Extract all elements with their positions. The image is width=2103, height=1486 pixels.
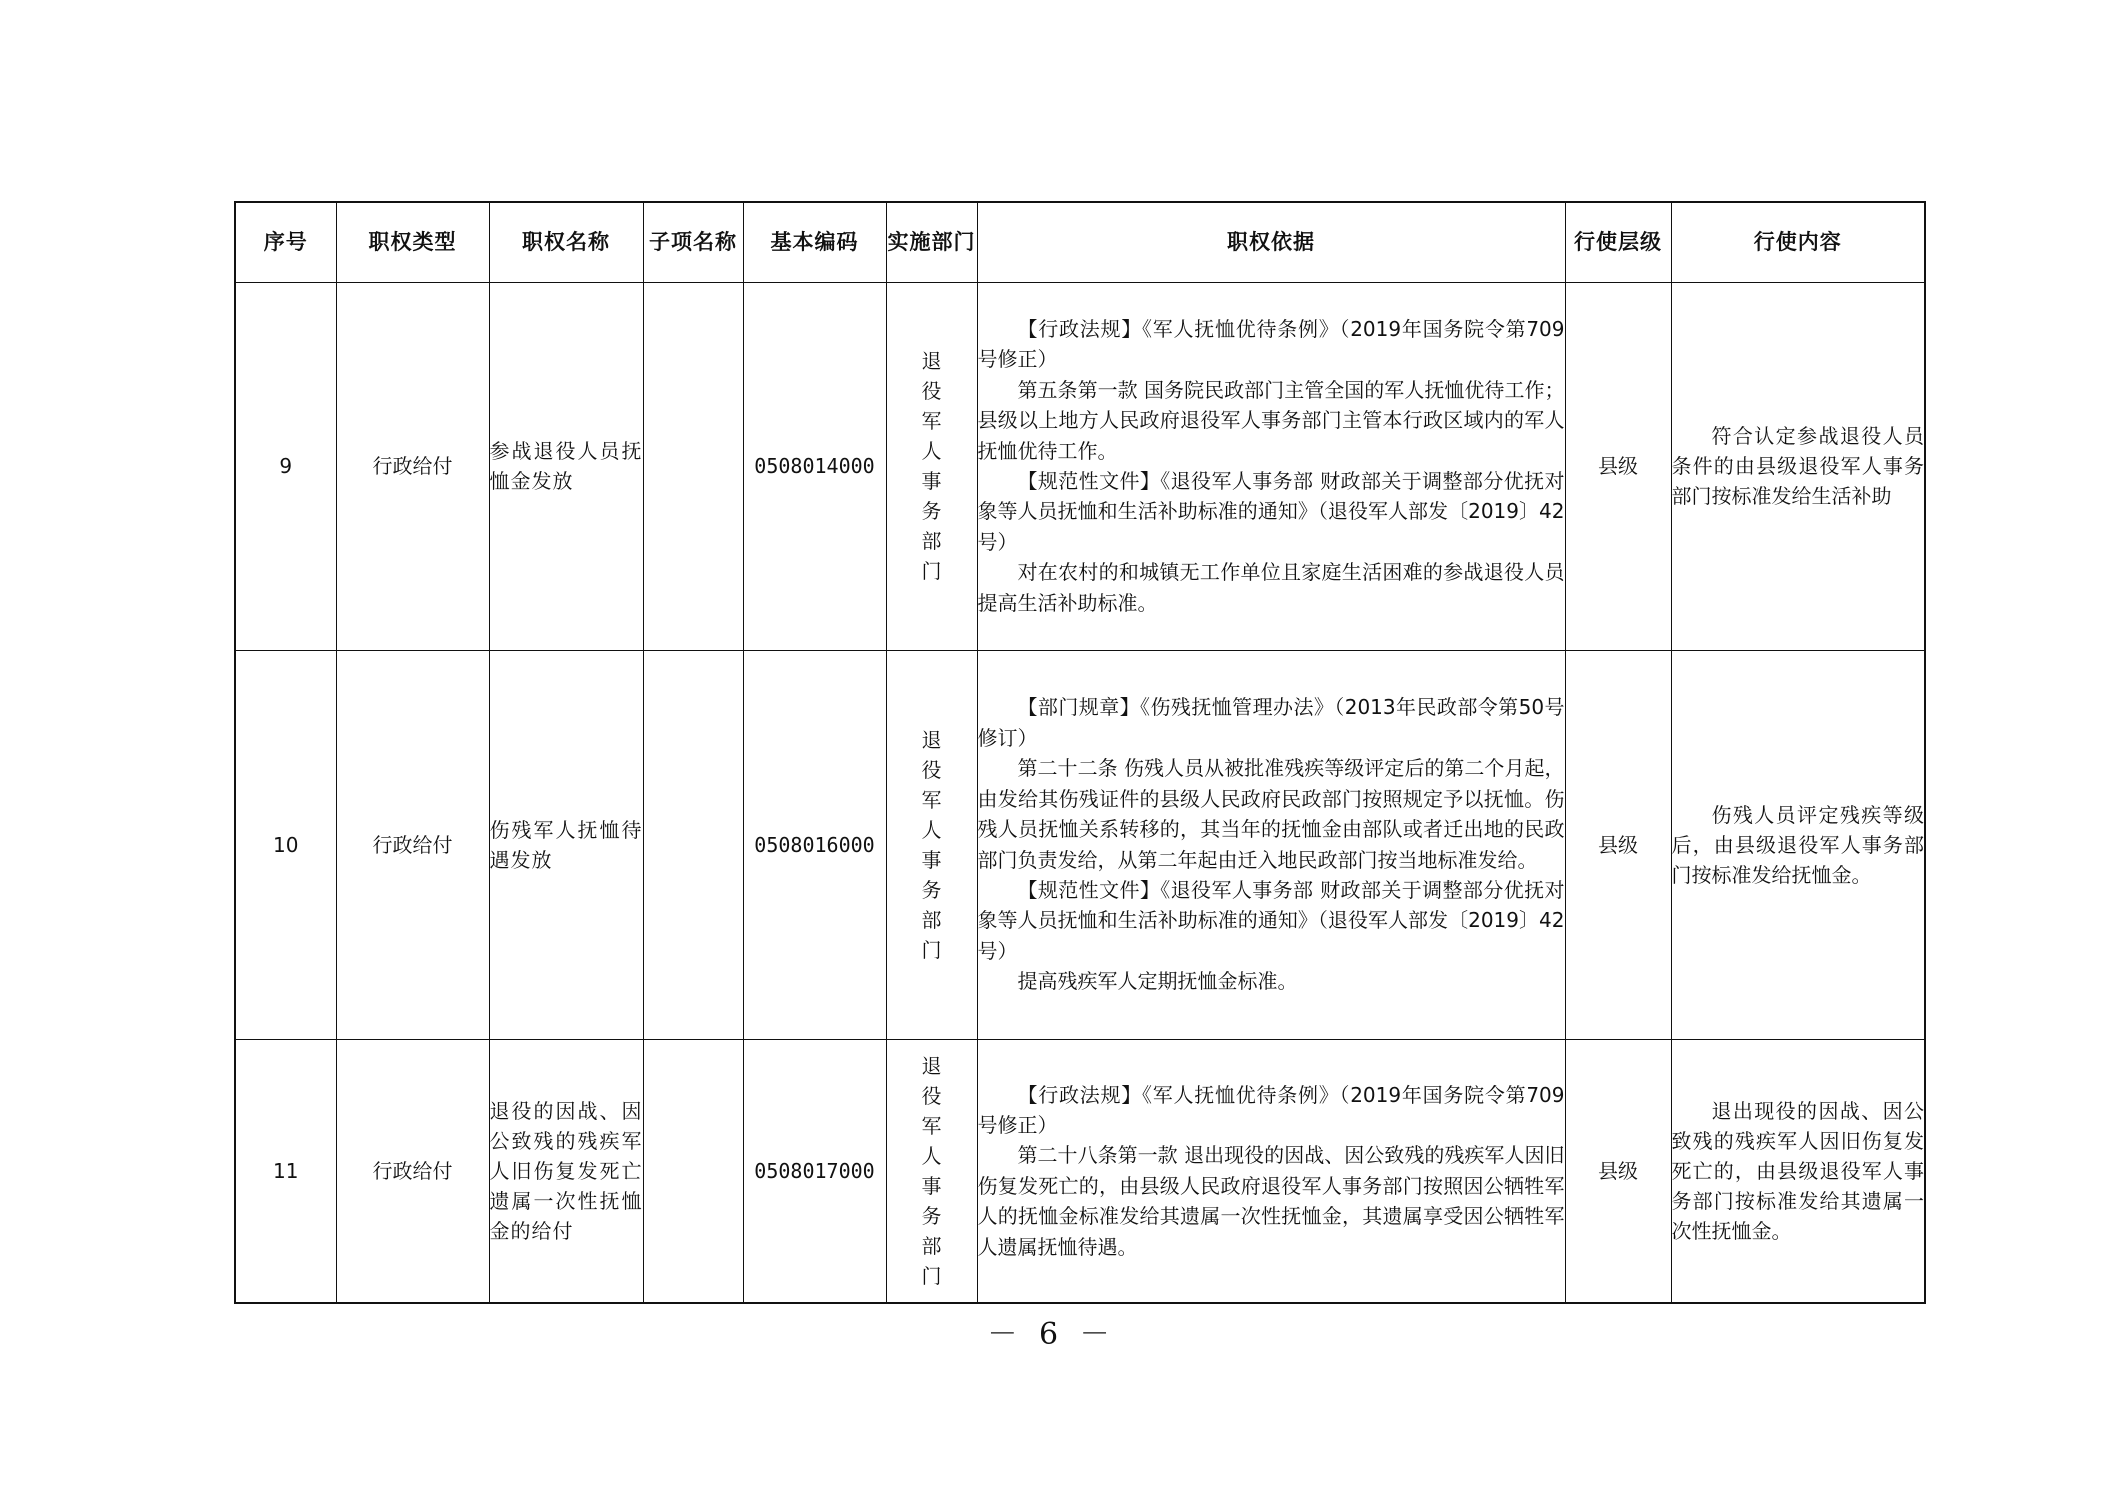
header-content: 行使内容: [1671, 202, 1925, 282]
power-name-cell: 参战退役人员抚恤金发放: [489, 282, 643, 650]
powers-table: [234, 201, 1926, 1304]
table-row: [235, 1039, 1925, 1303]
basis-cell: [977, 1039, 1565, 1303]
base-code-cell: 0508014000: [743, 282, 886, 650]
basis-paragraph: 【行政法规】《军人抚恤优待条例》（2019年国务院令第709号修正）: [977, 1082, 1565, 1137]
content-cell: [1671, 1039, 1925, 1303]
header-power-type: 职权类型: [336, 202, 489, 282]
sub-item-cell: [643, 282, 743, 650]
header-level: 行使层级: [1565, 202, 1671, 282]
content-text: 退出现役的因战、因公致残的残疾军人因旧伤复发死亡的，由县级退役军人事务部门按标准发给其遗属一次性抚恤金。: [1671, 1098, 1924, 1243]
department-cell: [886, 282, 977, 650]
basis-paragraph: 对在农村的和城镇无工作单位且家庭生活困难的参战退役人员提高生活补助标准。: [977, 560, 1565, 615]
content-text: 符合认定参战退役人员条件的由县级退役军人事务部门按标准发给生活补助: [1671, 424, 1924, 508]
basis-paragraph: 【规范性文件】《退役军人事务部 财政部关于调整部分优抚对象等人员抚恤和生活补助标准的通知》（退役军人部发〔2019〕42号）: [977, 469, 1565, 554]
serial-cell: 9: [235, 282, 336, 650]
header-sub-item: 子项名称: [643, 202, 743, 282]
department-cell: [886, 650, 977, 1039]
serial-cell: 10: [235, 650, 336, 1039]
header-serial: 序号: [235, 202, 336, 282]
level-cell: 县级: [1565, 1039, 1671, 1303]
sub-item-cell: [643, 650, 743, 1039]
sub-item-cell: [643, 1039, 743, 1303]
basis-paragraph: 提高残疾军人定期抚恤金标准。: [1017, 969, 1298, 994]
department-text: 退役军人事务部门: [921, 727, 942, 962]
department-cell: [886, 1039, 977, 1303]
base-code-cell: 0508017000: [743, 1039, 886, 1303]
content-cell: [1671, 650, 1925, 1039]
basis-paragraph: 【行政法规】《军人抚恤优待条例》（2019年国务院令第709号修正）: [977, 316, 1565, 372]
header-base-code: 基本编码: [743, 202, 886, 282]
base-code-cell: 0508016000: [743, 650, 886, 1039]
department-text: 退役军人事务部门: [921, 349, 942, 583]
power-type-cell: 行政给付: [336, 1039, 489, 1303]
basis-cell: [977, 650, 1565, 1039]
header-power-name: 职权名称: [489, 202, 643, 282]
page-number: － 6 －: [987, 1317, 1116, 1352]
basis-paragraph: 第二十二条 伤残人员从被批准残疾等级评定后的第二个月起，由发给其伤残证件的县级人民政府民政部门按照规定予以抚恤。伤残人员抚恤关系转移的，其当年的抚恤金由部队或者迁出地的民政部门负责发给，从第二年起由迁入地民政部门按当地标准发给。: [977, 756, 1565, 872]
power-name-cell: 伤残军人抚恤待遇发放: [489, 650, 643, 1039]
level-cell: 县级: [1565, 650, 1671, 1039]
power-type-cell: 行政给付: [336, 650, 489, 1039]
basis-paragraph: 【规范性文件】《退役军人事务部 财政部关于调整部分优抚对象等人员抚恤和生活补助标准的通知》（退役军人部发〔2019〕42号）: [977, 877, 1565, 963]
level-cell: 县级: [1565, 282, 1671, 650]
header-department: 实施部门: [886, 202, 977, 282]
serial-cell: 11: [235, 1039, 336, 1303]
power-type-cell: 行政给付: [336, 282, 489, 650]
header-basis: 职权依据: [977, 202, 1565, 282]
basis-paragraph: 【部门规章】《伤残抚恤管理办法》（2013年民政部令第50号修订）: [977, 695, 1565, 750]
table-row: [235, 282, 1925, 650]
power-name-cell: 退役的因战、因公致残的残疾军人旧伤复发死亡遗属一次性抚恤金的给付: [489, 1039, 643, 1303]
department-text: 退役军人事务部门: [921, 1053, 942, 1288]
basis-paragraph: 第二十八条第一款 退出现役的因战、因公致残的残疾军人因旧伤复发死亡的，由县级人民政府退役军人事务部门按照因公牺牲军人的抚恤金标准发给其遗属一次性抚恤金，其遗属享受因公牺牲军人遗属抚恤待遇。: [977, 1143, 1565, 1259]
basis-cell: [977, 282, 1565, 650]
content-text: 伤残人员评定残疾等级后，由县级退役军人事务部门按标准发给抚恤金。: [1671, 802, 1924, 887]
content-cell: [1671, 282, 1925, 650]
basis-paragraph: 第五条第一款 国务院民政部门主管全国的军人抚恤优待工作；县级以上地方人民政府退役军人事务部门主管本行政区域内的军人抚恤优待工作。: [977, 377, 1565, 463]
table-row: [235, 650, 1925, 1039]
table-header-row: [235, 202, 1925, 282]
